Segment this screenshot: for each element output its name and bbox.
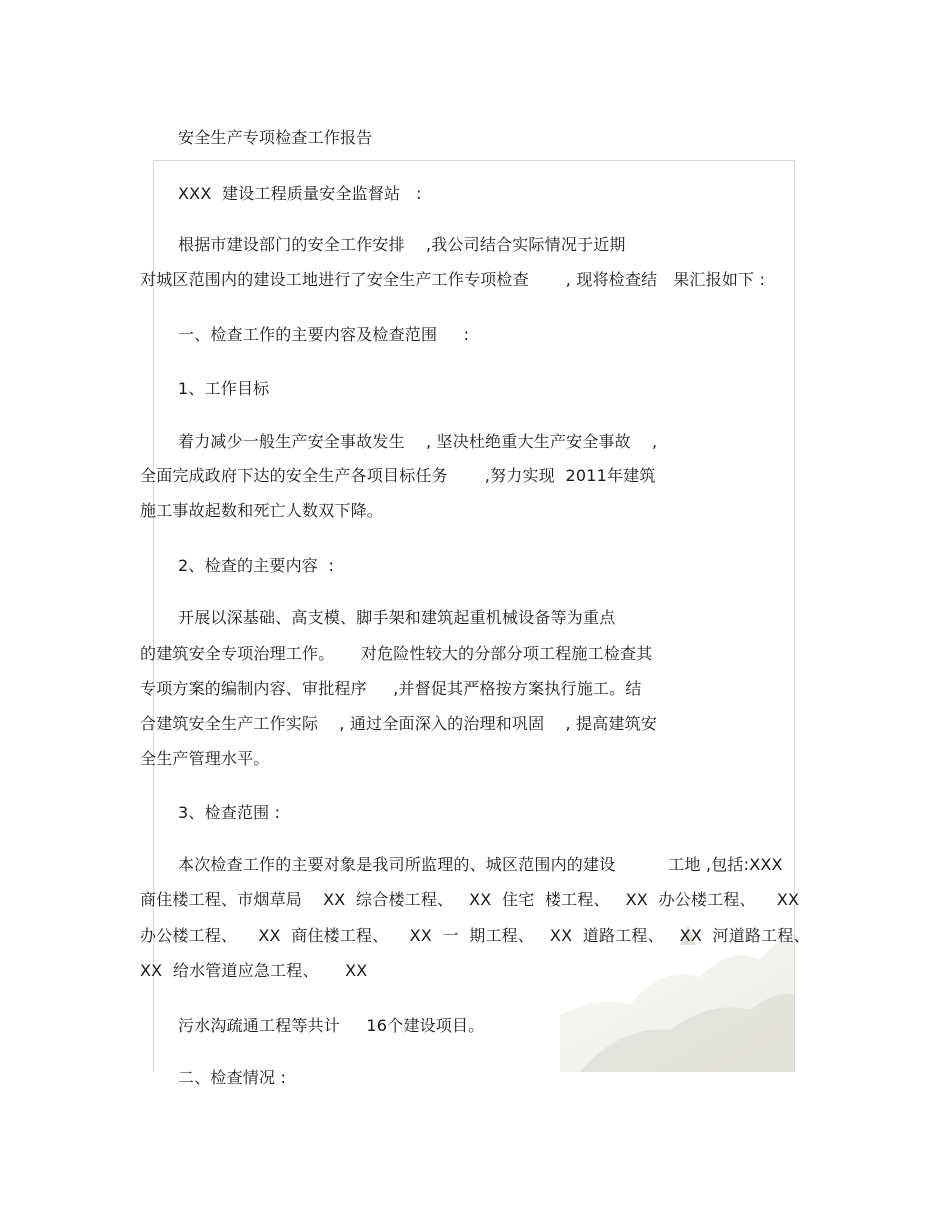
intro-line-1: 根据市建设部门的安全工作安排 ,我公司结合实际情况于近期 xyxy=(178,235,626,254)
section-one-heading: 一、检查工作的主要内容及检查范围 : xyxy=(178,325,470,344)
item1-heading: 1、工作目标 xyxy=(178,379,270,398)
item2-body-line-2: 的建筑安全专项治理工作。 对危险性较大的分部分项工程施工检查其 xyxy=(140,644,653,663)
item3-closing: 污水沟疏通工程等共计 16个建设项目。 xyxy=(178,1016,485,1035)
item3-body-line-3: 办公楼工程、 XX 商住楼工程、 XX 一 期工程、 XX 道路工程、 XX 河道路工程、 xyxy=(140,926,810,945)
intro-line-2: 对城区范围内的建设工地进行了安全生产工作专项检查 , 现将检查结 果汇报如下 : xyxy=(140,270,766,289)
item2-body-line-4: 合建筑安全生产工作实际 , 通过全面深入的治理和巩固 , 提高建筑安 xyxy=(140,714,658,733)
addressee-line: XXX 建设工程质量安全监督站 : xyxy=(178,184,422,203)
item3-heading: 3、检查范围 : xyxy=(178,803,281,822)
item1-body-line-3: 施工事故起数和死亡人数双下降。 xyxy=(140,501,384,520)
item3-body-line-4: XX 给水管道应急工程、 XX xyxy=(140,961,368,980)
item2-body-line-3: 专项方案的编制内容、审批程序 ,并督促其严格按方案执行施工。结 xyxy=(140,679,642,698)
section-two-heading: 二、检查情况 : xyxy=(178,1068,287,1087)
item1-body-line-1: 着力减少一般生产安全事故发生 , 坚决杜绝重大生产安全事故 , xyxy=(178,432,658,451)
item2-body-line-5: 全生产管理水平。 xyxy=(140,749,270,768)
item1-body-line-2: 全面完成政府下达的安全生产各项目标任务 ,努力实现 2011年建筑 xyxy=(140,466,656,485)
document-title: 安全生产专项检查工作报告 xyxy=(178,128,373,147)
item3-body-line-1: 本次检查工作的主要对象是我司所监理的、城区范围内的建设 工地 ,包括:XXX xyxy=(178,855,783,874)
item3-body-line-2: 商住楼工程、市烟草局 XX 综合楼工程、 XX 住宅 楼工程、 XX 办公楼工程、 XX xyxy=(140,890,800,909)
item2-heading: 2、检查的主要内容 : xyxy=(178,556,335,575)
item2-body-line-1: 开展以深基础、高支模、脚手架和建筑起重机械设备等为重点 xyxy=(178,608,616,627)
